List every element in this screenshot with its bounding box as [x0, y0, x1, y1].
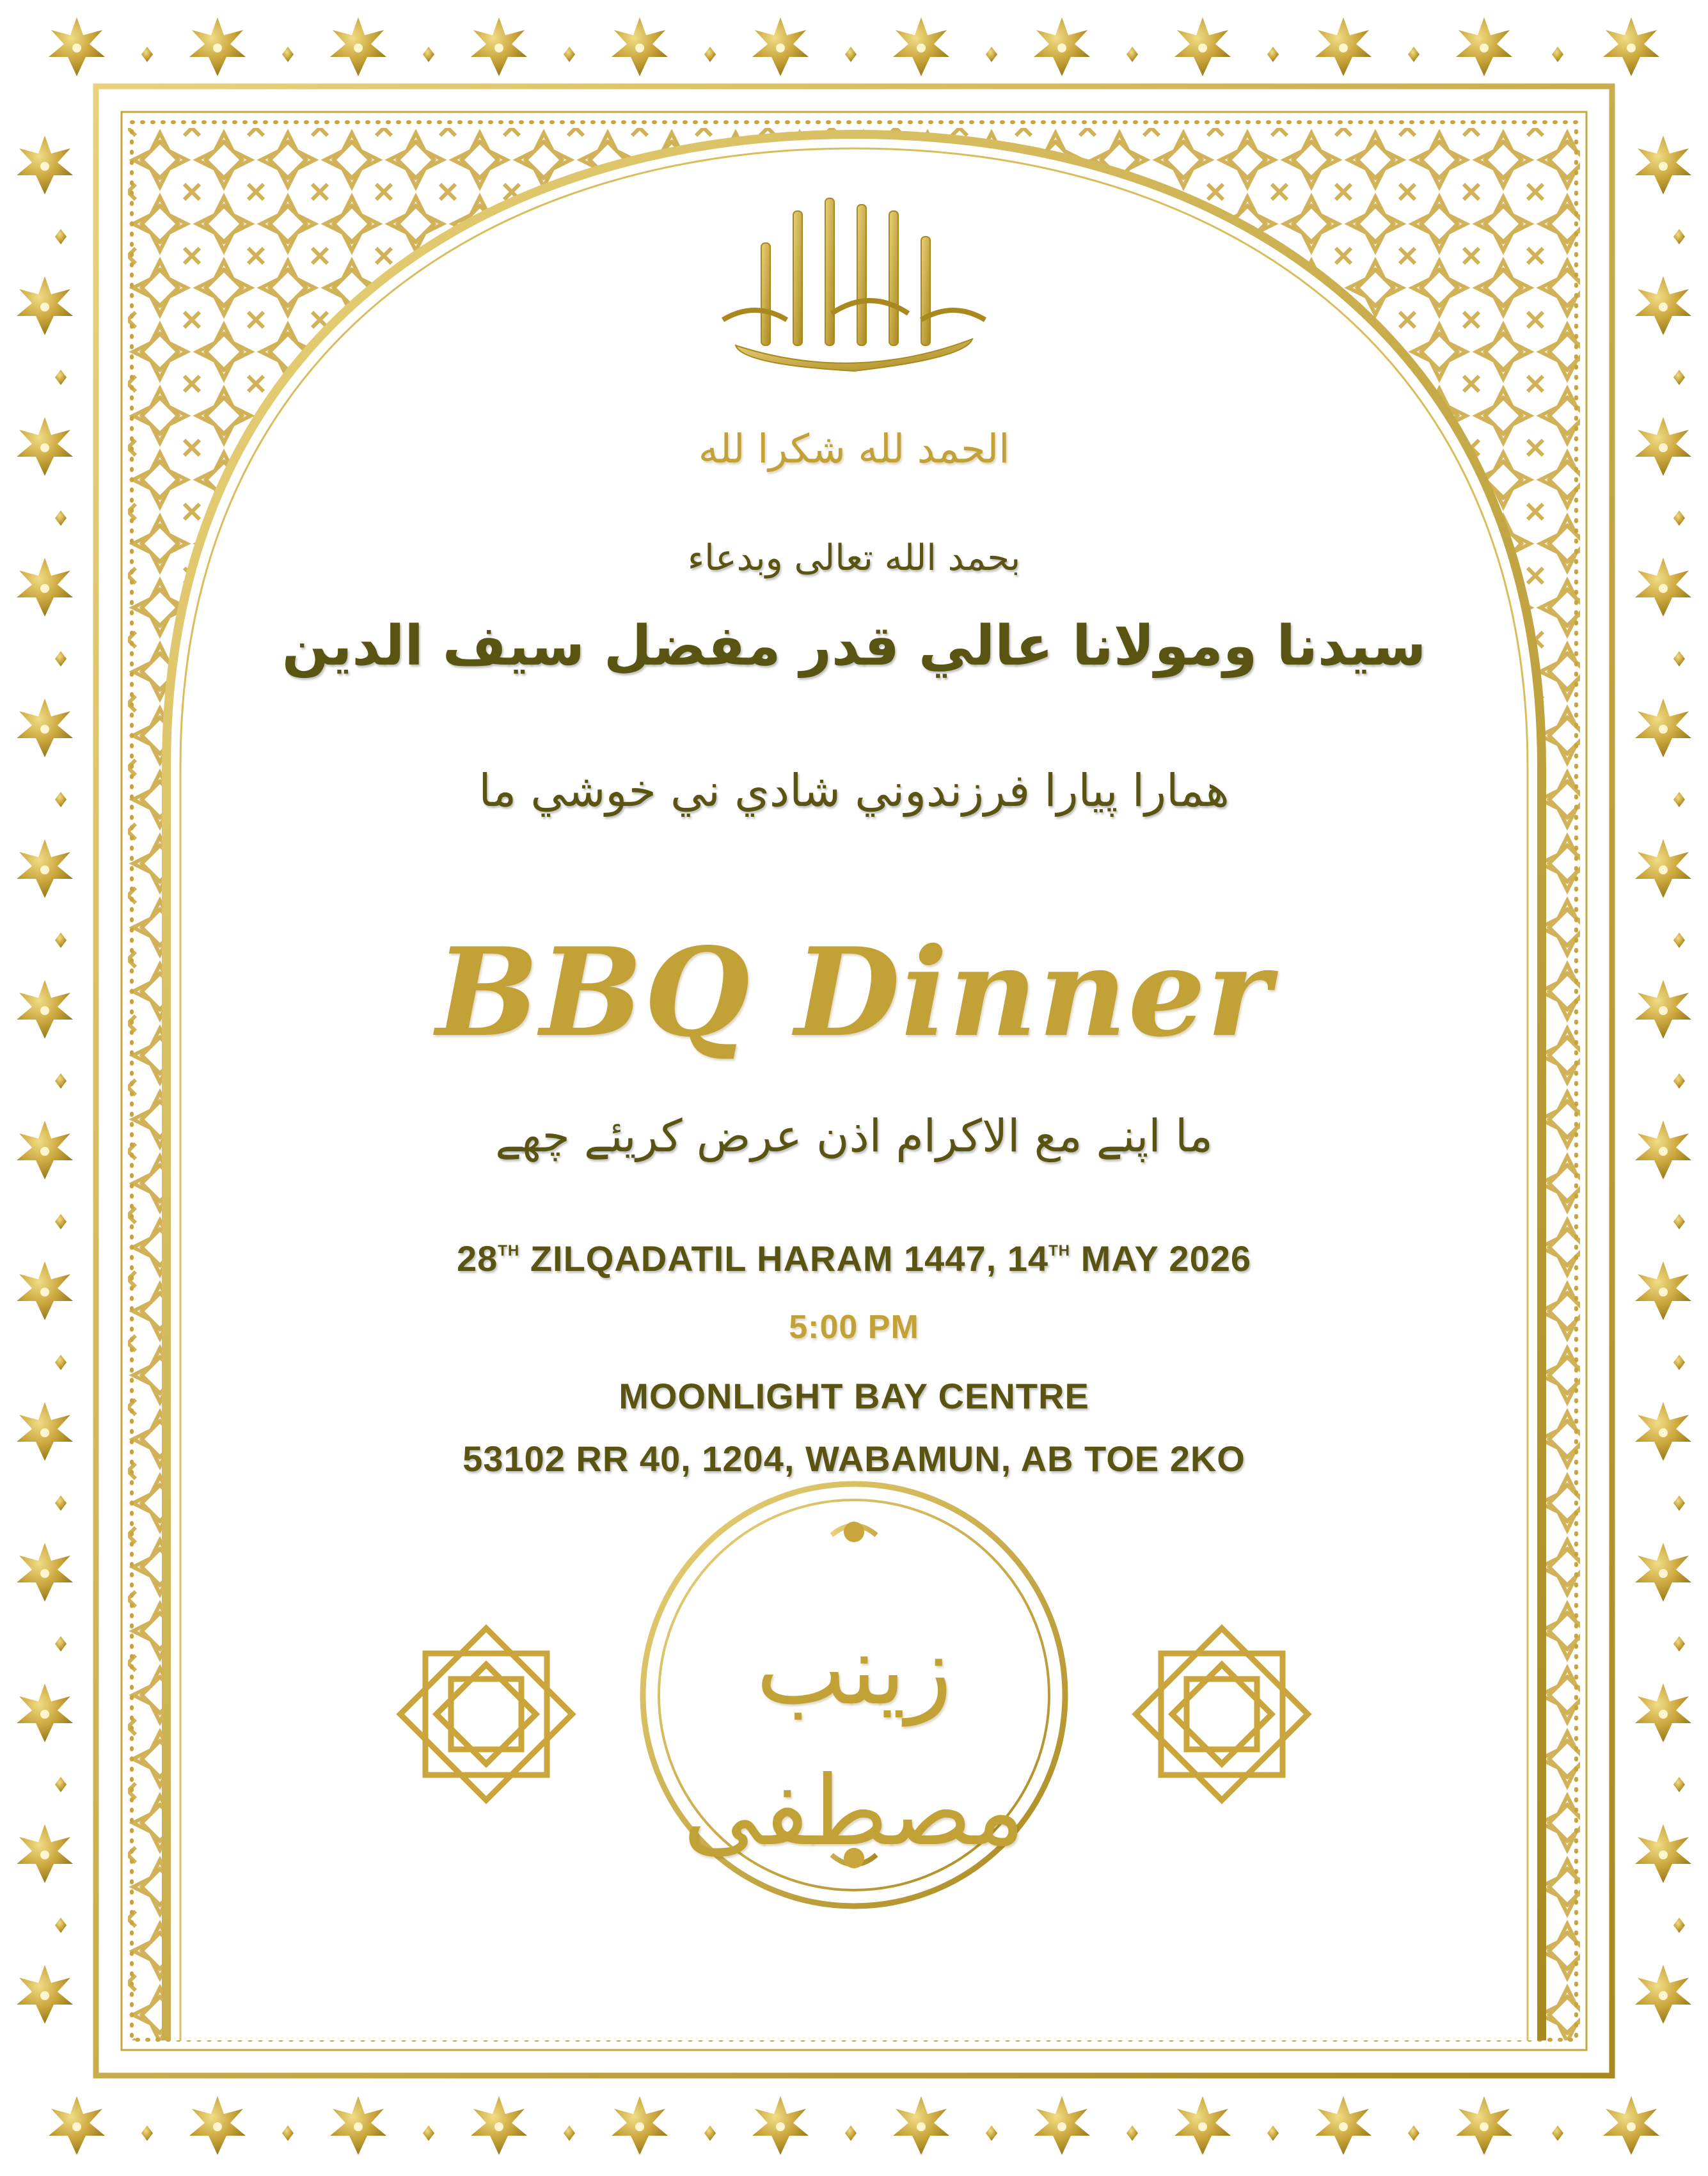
- monogram-line-2: مصطفى: [683, 1756, 1025, 1867]
- praise-line: الحمد لله شكرا لله: [698, 425, 1010, 472]
- invite-line: ما اپنے مع الاکرام اذن عرض کریئے چھے: [495, 1110, 1213, 1162]
- intro-line: بحمد الله تعالى وبدعاء: [687, 537, 1021, 579]
- date-greg-suffix: TH: [1048, 1242, 1071, 1259]
- event-title: BBQ Dinner: [436, 921, 1272, 1064]
- date-greg-day: 14: [1007, 1238, 1049, 1279]
- date-day: 28: [456, 1238, 498, 1279]
- venue-address: 53102 RR 40, 1204, WABAMUN, AB TOE 2KO: [463, 1439, 1245, 1479]
- event-date: [0, 1238, 1708, 1279]
- monogram-line-1: زينب: [755, 1615, 953, 1726]
- occasion-line: همارا پيارا فرزندوني شادي ني خوشي ما: [478, 764, 1230, 817]
- date-greg: MAY 2026: [1080, 1238, 1252, 1279]
- event-time: 5:00 PM: [789, 1309, 919, 1346]
- date-day-suffix: TH: [498, 1242, 520, 1259]
- venue-name: MOONLIGHT BAY CENTRE: [619, 1376, 1089, 1416]
- honorific-name: سيدنا ومولانا عالي قدر مفضل سيف الدين: [281, 614, 1427, 678]
- date-hijri: ZILQADATIL HARAM 1447,: [530, 1238, 997, 1279]
